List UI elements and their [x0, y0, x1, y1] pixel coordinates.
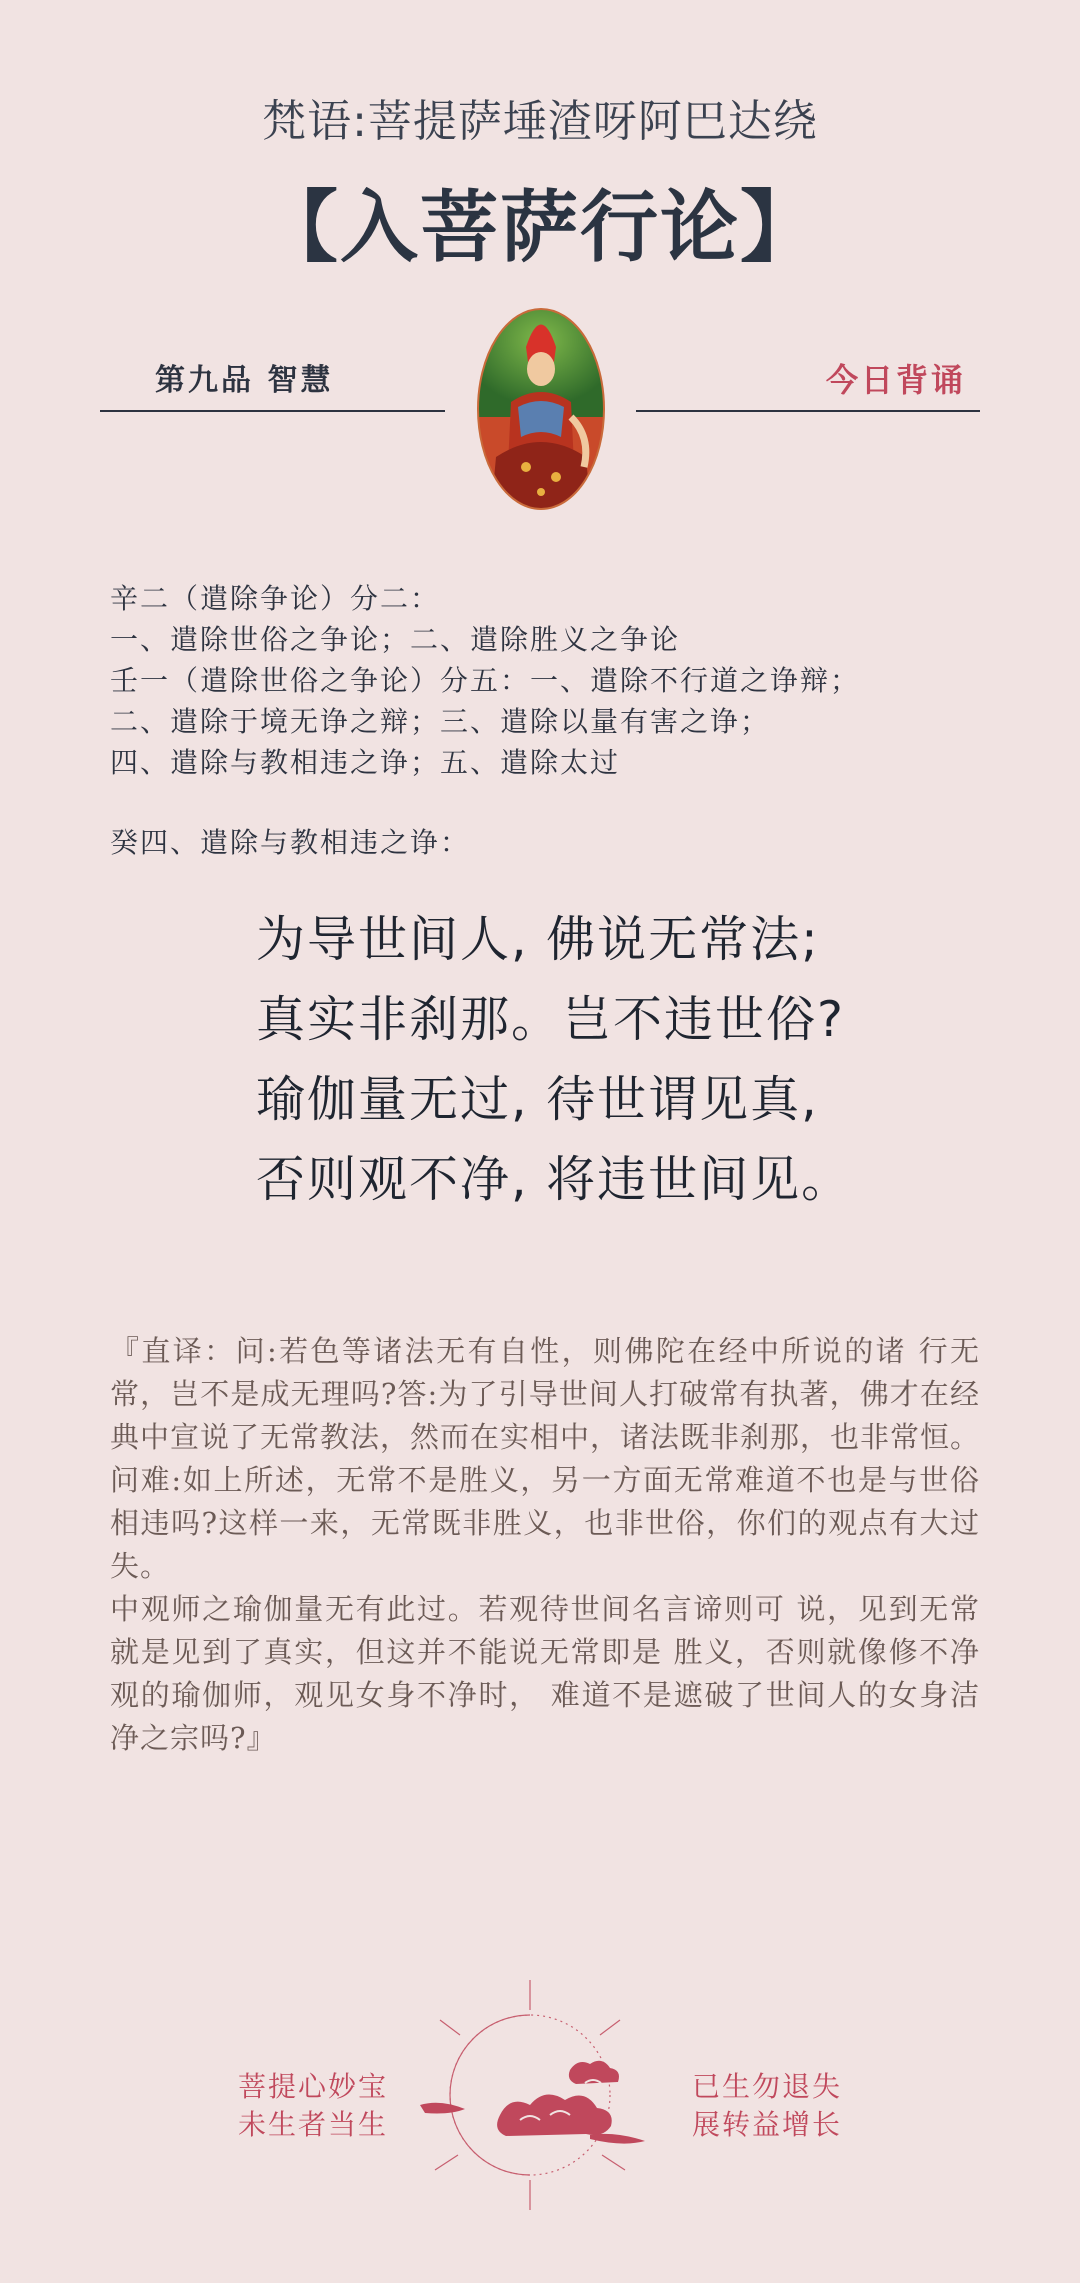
cloud-moon-ornament [380, 1975, 700, 2215]
outline-line-4: 二、遣除于境无诤之辩；三、遣除以量有害之诤； [110, 705, 771, 738]
verse-line-2: 真实非刹那。岂不违世俗? [256, 991, 846, 1048]
divider-left [100, 410, 445, 412]
portrait-image [476, 307, 606, 512]
motto-right [692, 2068, 842, 2144]
commentary-block [110, 1330, 980, 1760]
chapter-label: 第九品 智慧 [155, 363, 334, 398]
verse-block [256, 900, 852, 1220]
motto-left [238, 2068, 388, 2144]
commentary-paragraph-1: 『直译：问:若色等诸法无有自性，则佛陀在经中所说的诸 行无常，岂不是成无理吗?答:为了引导世间人打破常有执著，佛才在经典中宣说了无常教法，然而在实相中，诸法既非刹那，也非常恒。问难:如上所述，无常不是胜义，另一方面无常难道不也是与世俗相违吗?这样一来，无常既非胜义，也非世俗，你们的观点有大过失。 [110, 1334, 981, 1583]
commentary-paragraph-2: 中观师之瑜伽量无有此过。若观待世间名言谛则可 说，见到无常就是见到了真实，但这并不能说无常即是 胜义，否则就像修不净观的瑜伽师，观见女身不净时， 难道不是遮破了世间人的女身洁净之宗吗?』 [110, 1592, 980, 1755]
motto-right-line-1: 已生勿退失 [692, 2070, 843, 2103]
page-title: 【入菩萨行论】 [259, 183, 820, 273]
divider-right [636, 410, 980, 412]
outline-line-3: 壬一（遣除世俗之争论）分五：一、遣除不行道之诤辩； [110, 664, 861, 697]
motto-left-line-2: 未生者当生 [238, 2108, 389, 2141]
outline-line-2: 一、遣除世俗之争论；二、遣除胜义之争论 [110, 623, 681, 656]
today-recite-label: 今日背诵 [826, 361, 967, 399]
outline-line-1: 辛二（遣除争论）分二： [110, 582, 441, 615]
subtitle: 梵语:菩提萨埵渣呀阿巴达绕 [262, 96, 818, 147]
verse-line-1: 为导世间人, 佛说无常法; [256, 911, 820, 968]
motto-right-line-2: 展转益增长 [692, 2108, 843, 2141]
outline-line-5: 四、遣除与教相违之诤；五、遣除太过 [110, 746, 621, 779]
section-heading: 癸四、遣除与教相违之诤： [110, 826, 471, 859]
verse-line-3: 瑜伽量无过, 待世谓见真, [256, 1071, 819, 1128]
motto-left-line-1: 菩提心妙宝 [238, 2070, 389, 2103]
verse-line-4: 否则观不净, 将违世间见。 [256, 1151, 853, 1208]
